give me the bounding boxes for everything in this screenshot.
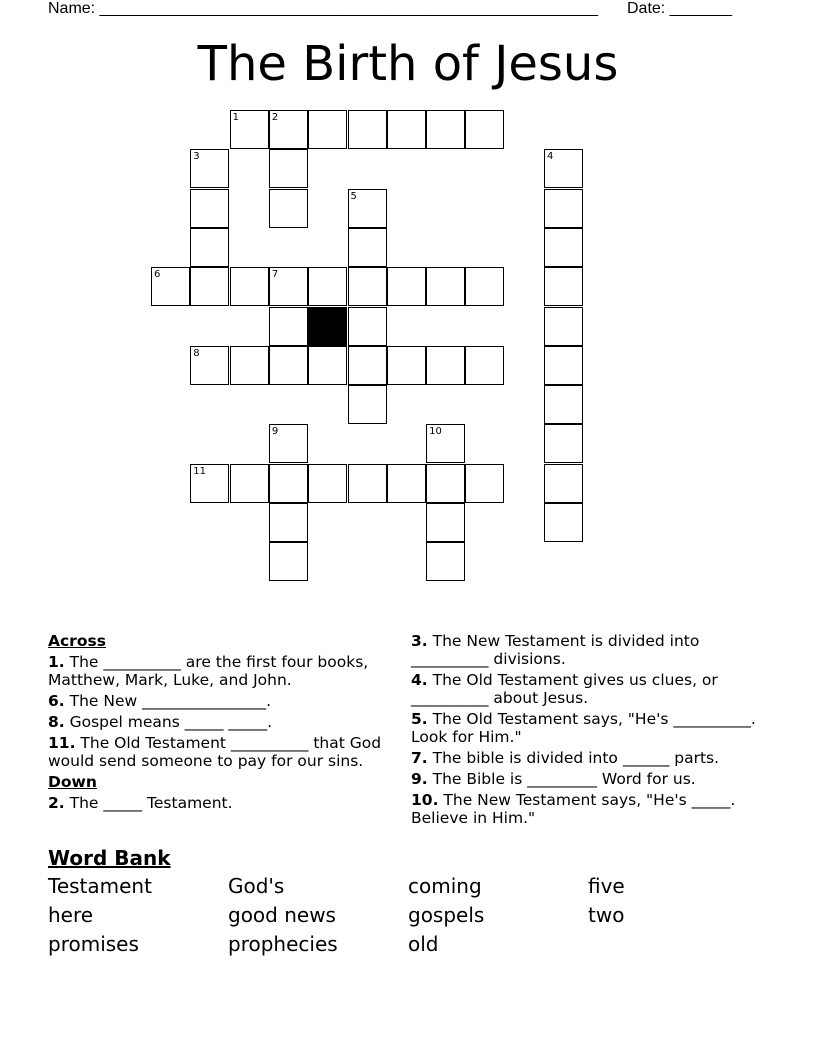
clue-text: Gospel means _____ _____. <box>64 713 273 731</box>
clue-text: The bible is divided into ______ parts. <box>427 749 720 767</box>
crossword-cell[interactable] <box>465 110 504 149</box>
crossword-cell[interactable] <box>426 503 465 542</box>
crossword-cell[interactable] <box>544 228 583 267</box>
clue-number: 2. <box>48 794 65 812</box>
clue-item <box>411 671 766 707</box>
clue-item <box>411 749 766 767</box>
crossword-cell[interactable] <box>544 267 583 306</box>
crossword-cell[interactable] <box>348 267 387 306</box>
crossword-cell[interactable] <box>269 307 308 346</box>
crossword-cell[interactable] <box>426 110 465 149</box>
word-bank-item: gospels <box>408 903 485 927</box>
crossword-cell[interactable] <box>269 267 308 306</box>
clue-item <box>48 734 388 770</box>
crossword-cell[interactable] <box>426 464 465 503</box>
cell-number: 6 <box>154 269 161 281</box>
cell-number: 11 <box>193 465 207 477</box>
clue-number: 11. <box>48 734 76 752</box>
date-field-label: Date: _______ <box>627 0 732 17</box>
crossword-cell[interactable] <box>190 149 229 188</box>
clue-text: The New Testament is divided into __________ divisions. <box>411 632 700 668</box>
cell-number: 2 <box>271 112 279 123</box>
crossword-cell[interactable] <box>544 385 583 424</box>
clue-item <box>411 770 766 788</box>
crossword-cell[interactable] <box>190 189 229 228</box>
blocked-cell <box>308 307 347 346</box>
crossword-cell[interactable] <box>190 346 229 385</box>
word-bank-title: Word Bank <box>48 846 171 870</box>
crossword-cell[interactable] <box>348 110 387 149</box>
crossword-cell[interactable] <box>269 503 308 542</box>
crossword-cell[interactable] <box>348 189 387 228</box>
cell-number: 1 <box>232 112 239 123</box>
crossword-cell[interactable] <box>308 464 347 503</box>
word-bank-item: good news <box>228 903 336 927</box>
crossword-cell[interactable] <box>544 189 583 228</box>
clue-item <box>48 653 388 689</box>
clue-number: 6. <box>48 692 65 710</box>
clue-number: 7. <box>411 749 428 767</box>
clue-number: 8. <box>48 713 65 731</box>
crossword-cell[interactable] <box>190 228 229 267</box>
crossword-cell[interactable] <box>544 503 583 542</box>
word-bank-item: five <box>588 874 625 898</box>
crossword-cell[interactable] <box>544 307 583 346</box>
crossword-cell[interactable] <box>348 307 387 346</box>
crossword-cell[interactable] <box>348 464 387 503</box>
clue-number: 10. <box>411 791 439 809</box>
crossword-cell[interactable] <box>426 542 465 581</box>
cell-number: 7 <box>271 269 279 281</box>
crossword-cell[interactable] <box>269 110 308 149</box>
crossword-cell[interactable] <box>387 110 426 149</box>
clues-right-column <box>411 632 766 830</box>
crossword-cell[interactable] <box>269 189 308 228</box>
cell-number: 4 <box>547 151 554 163</box>
across-heading: Across <box>48 632 106 650</box>
crossword-cell[interactable] <box>387 464 426 503</box>
clue-text: The New ________________. <box>64 692 272 710</box>
clue-item <box>411 791 766 827</box>
crossword-cell[interactable] <box>387 346 426 385</box>
crossword-cell[interactable] <box>465 464 504 503</box>
crossword-cell[interactable] <box>544 346 583 385</box>
clue-number: 3. <box>411 632 428 650</box>
crossword-cell[interactable] <box>151 267 190 306</box>
word-bank-item: here <box>48 903 94 927</box>
clue-number: 9. <box>411 770 428 788</box>
cell-number: 8 <box>193 347 200 359</box>
cell-number: 3 <box>193 151 200 163</box>
clue-text: The New Testament says, "He's _____. Believe in Him." <box>411 791 736 827</box>
crossword-cell[interactable] <box>426 346 465 385</box>
crossword-cell[interactable] <box>308 110 347 149</box>
clue-text: The Old Testament gives us clues, or __________ about Jesus. <box>411 671 718 707</box>
clue-item <box>411 710 766 746</box>
crossword-cell[interactable] <box>426 267 465 306</box>
crossword-cell[interactable] <box>465 267 504 306</box>
crossword-cell[interactable] <box>269 464 308 503</box>
word-bank-item: promises <box>48 932 139 956</box>
crossword-cell[interactable] <box>230 346 269 385</box>
crossword-cell[interactable] <box>426 424 465 463</box>
word-bank-item: old <box>408 932 439 956</box>
clue-number: 4. <box>411 671 428 689</box>
crossword-cell[interactable] <box>269 542 308 581</box>
clue-number: 1. <box>48 653 65 671</box>
clue-item <box>48 692 388 710</box>
word-bank-item: two <box>588 903 625 927</box>
crossword-cell[interactable] <box>190 464 229 503</box>
crossword-cell[interactable] <box>465 346 504 385</box>
crossword-cell[interactable] <box>544 149 583 188</box>
crossword-cell[interactable] <box>269 346 308 385</box>
clues-left-column <box>48 632 388 815</box>
clue-item <box>411 632 766 668</box>
crossword-cell[interactable] <box>348 385 387 424</box>
clue-text: The __________ are the first four books, Matthew, Mark, Luke, and John. <box>48 653 369 689</box>
crossword-cell[interactable] <box>230 267 269 306</box>
crossword-cell[interactable] <box>230 464 269 503</box>
word-bank-item: God's <box>228 874 285 898</box>
crossword-cell[interactable] <box>544 464 583 503</box>
crossword-cell[interactable] <box>230 110 269 149</box>
crossword-cell[interactable] <box>269 149 308 188</box>
name-field-label: Name: ________________________________________________________ <box>48 0 598 17</box>
word-bank <box>48 874 768 957</box>
crossword-cell[interactable] <box>190 267 229 306</box>
crossword-cell[interactable] <box>269 424 308 463</box>
cell-number: 5 <box>350 190 357 202</box>
clue-text: The Old Testament says, "He's __________. Look for Him." <box>411 710 756 746</box>
cell-number: 9 <box>271 426 279 438</box>
crossword-cell[interactable] <box>348 228 387 267</box>
clue-item <box>48 794 388 812</box>
crossword-cell[interactable] <box>348 346 387 385</box>
crossword-cell[interactable] <box>387 267 426 306</box>
word-bank-item: Testament <box>48 874 152 898</box>
clue-item <box>48 713 388 731</box>
cell-number: 10 <box>429 426 442 438</box>
clue-text: The Old Testament __________ that God would send someone to pay for our sins. <box>48 734 382 770</box>
word-bank-item: coming <box>408 874 482 898</box>
clue-text: The _____ Testament. <box>64 794 233 812</box>
clue-text: The Bible is _________ Word for us. <box>427 770 696 788</box>
crossword-cell[interactable] <box>544 424 583 463</box>
word-bank-item: prophecies <box>228 932 338 956</box>
crossword-cell[interactable] <box>308 267 347 306</box>
down-heading: Down <box>48 773 97 791</box>
page-title: The Birth of Jesus <box>197 36 619 92</box>
clue-number: 5. <box>411 710 428 728</box>
crossword-cell[interactable] <box>308 346 347 385</box>
